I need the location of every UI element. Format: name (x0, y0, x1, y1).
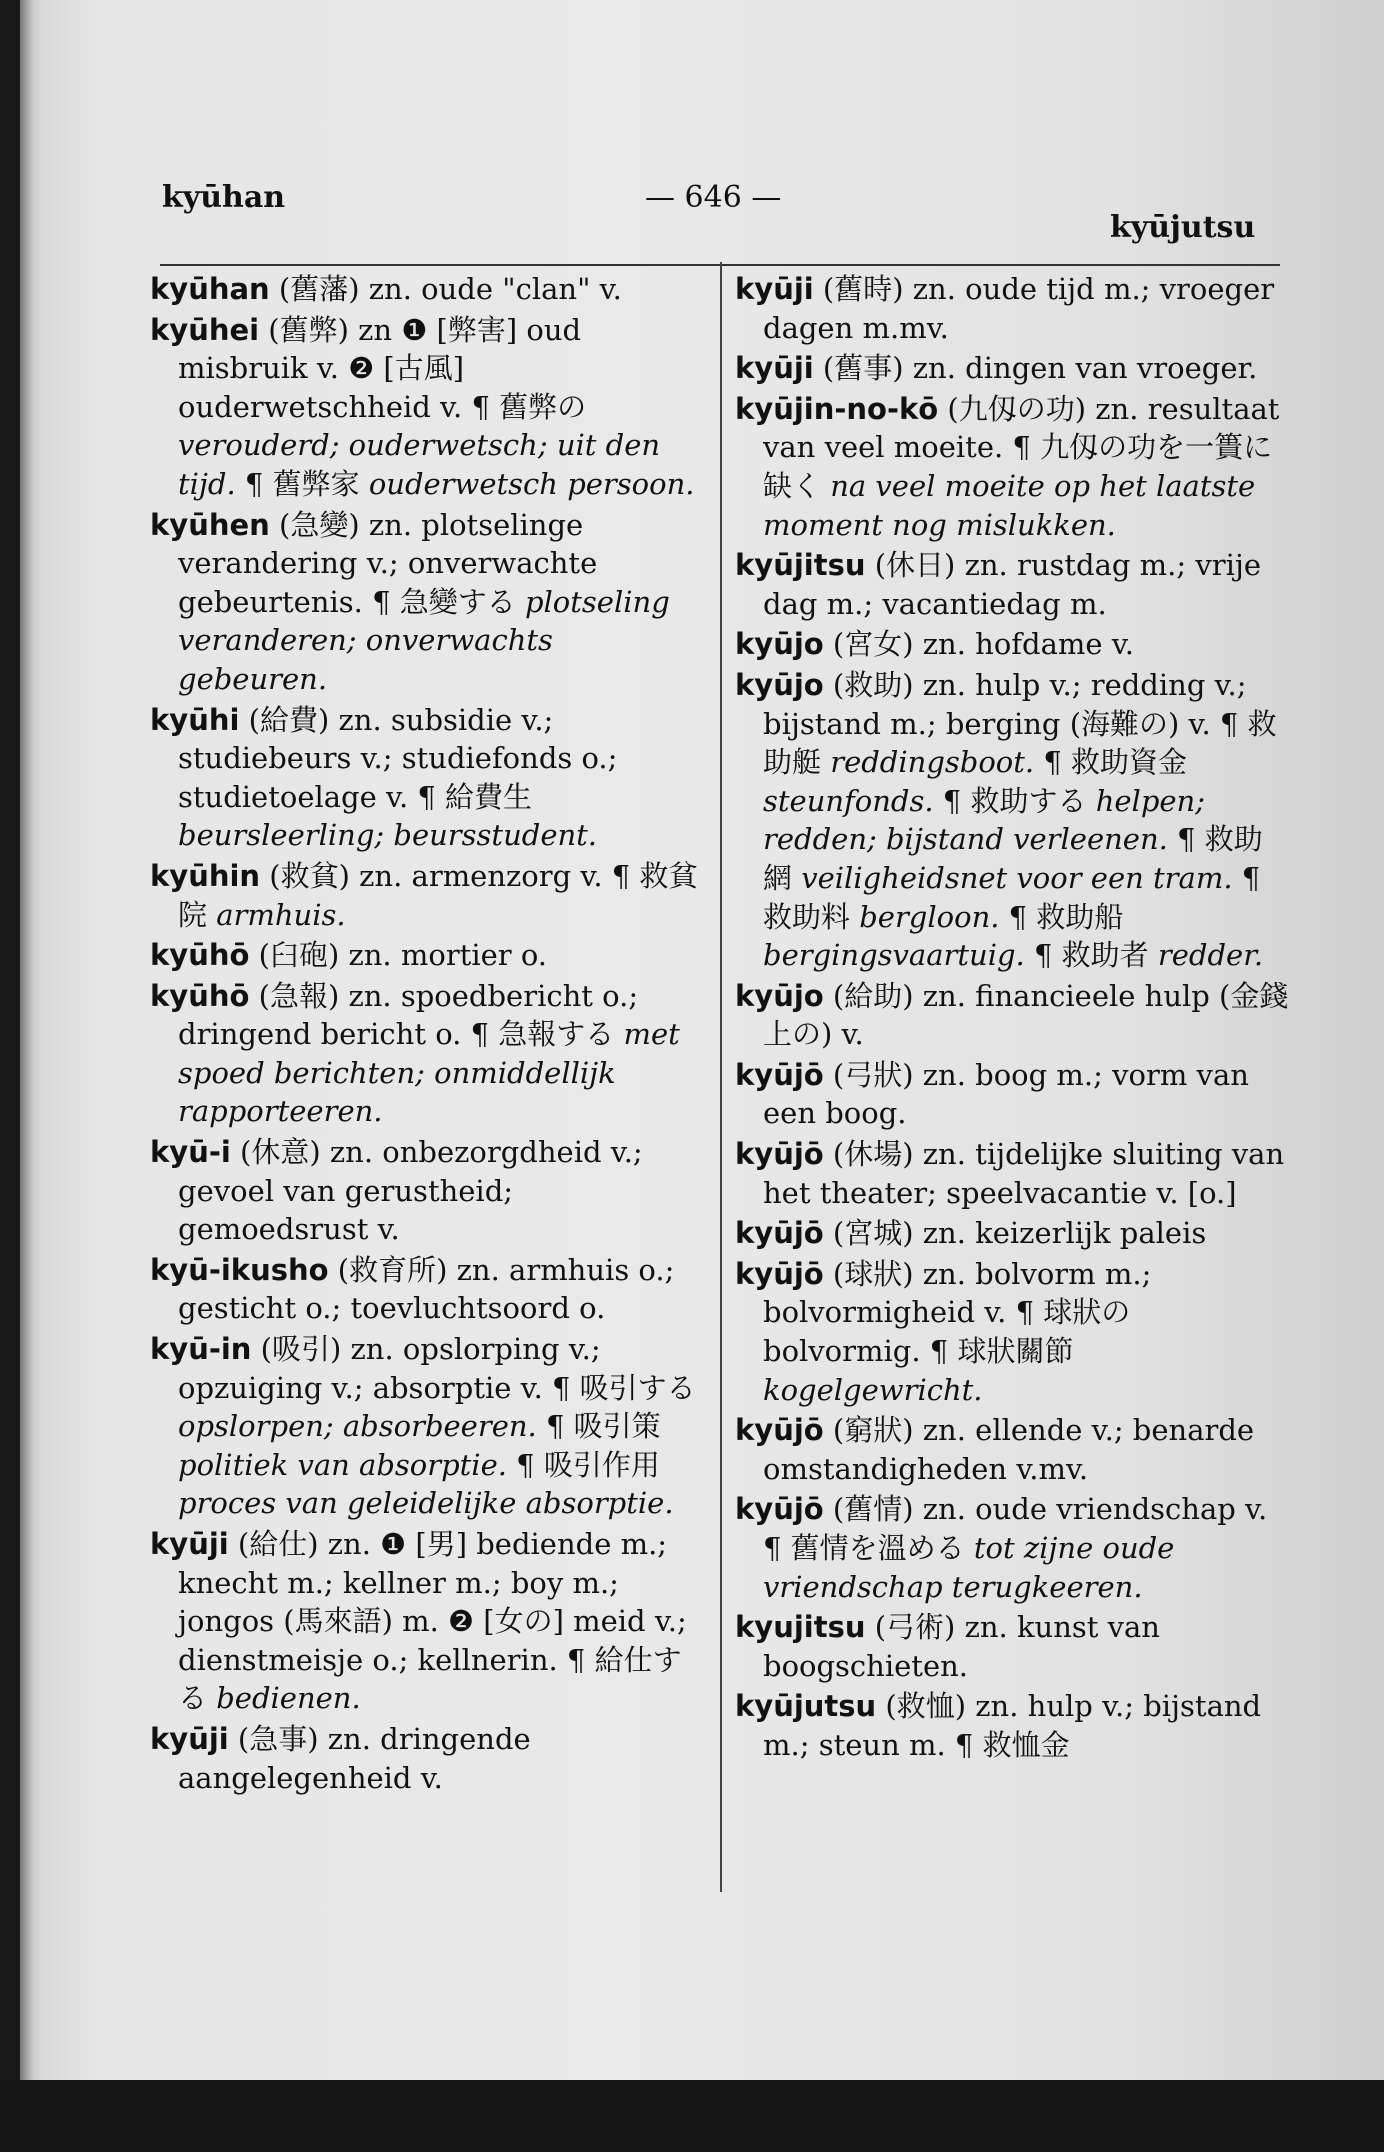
definition: (舊時) zn. oude tijd m.; vroeger dagen m.mv. (763, 272, 1275, 345)
definition: (救育所) zn. armhuis o.; gesticht o.; toevluchtsoord o. (178, 1252, 675, 1326)
example-translation: tot zijne oude vriendschap terugkeeren. (763, 1531, 1175, 1604)
headword: kyūjin-no-kō (735, 391, 939, 426)
headword: kyūji (150, 1527, 229, 1561)
definition: (舊事) zn. dingen van vroeger. (813, 351, 1258, 386)
headword: kyūjo (735, 667, 824, 702)
definition: ¶ 舊弊家 (235, 466, 369, 501)
definition: (休日) zn. rustdag m.; vrije dag m.; vacantiedag m. (763, 548, 1262, 621)
dictionary-entry (735, 546, 1290, 623)
dictionary-entry (150, 1330, 705, 1523)
dictionary-entry (735, 1411, 1290, 1488)
example-translation: plotseling veranderen; onverwachts gebeuren. (178, 584, 670, 696)
dictionary-entry (735, 349, 1290, 388)
definition: ¶ 救助者 (1024, 938, 1158, 973)
left-column (150, 270, 705, 1799)
headword: kyū-i (150, 1135, 231, 1170)
example-translation: opslorpen; absorbeeren. (178, 1409, 537, 1444)
headword: kyūjo (735, 978, 824, 1013)
dictionary-entry (150, 1525, 705, 1718)
dictionary-entry (735, 1490, 1290, 1606)
headword: kyūhei (150, 312, 260, 347)
example-translation: bergloon. (859, 899, 1000, 934)
headword: kyū-ikusho (150, 1252, 329, 1287)
dictionary-entry (735, 1056, 1290, 1133)
definition: (宮女) zn. hofdame v. (823, 627, 1134, 662)
definition: ¶ 救助資金 (1034, 745, 1188, 780)
example-translation: helpen; redden; bijstand verleenen. (763, 783, 1205, 857)
definition: (救助) zn. hulp v.; redding v.; bijstand m.; berging (海難の) v. ¶ 救助艇 (763, 667, 1277, 780)
dictionary-entry (735, 1255, 1290, 1409)
headword: kyūhi (150, 702, 240, 737)
dictionary-entry (150, 1720, 705, 1797)
headword: kyujitsu (735, 1610, 866, 1645)
definition: (舊弊) zn ❶ [弊害] oud misbruik v. ❷ [古風] ouderwetschheid v. ¶ 舊弊の (178, 312, 587, 424)
definition: ¶ 救助網 (763, 822, 1263, 895)
definition: (窮狀) zn. ellende v.; benarde omstandigheden v.mv. (763, 1413, 1255, 1486)
dictionary-entry (150, 701, 705, 855)
example-translation: reddingsboot. (830, 745, 1035, 780)
dictionary-entry (735, 977, 1290, 1054)
definition: (給費) zn. subsidie v.; studiebeurs v.; studiefonds o.; studietoelage v. ¶ 給費生 (178, 702, 618, 814)
dictionary-entry (735, 1608, 1290, 1685)
definition: (臼砲) zn. mortier o. (249, 938, 548, 973)
book-spine-shadow (20, 0, 34, 2080)
dictionary-entry (735, 390, 1290, 544)
headword: kyūjō (735, 1413, 824, 1448)
headword: kyūjutsu (735, 1689, 877, 1724)
running-head-right: kyūjutsu (1110, 210, 1256, 245)
definition: (給助) zn. financieele hulp (金錢上の) v. (763, 978, 1289, 1052)
dictionary-entry (150, 857, 705, 934)
headword: kyūji (735, 351, 814, 386)
example-translation: steunfonds. (763, 783, 934, 818)
headword: kyūjō (735, 1492, 824, 1527)
headword: kyū-in (150, 1332, 252, 1367)
example-translation: bedienen. (216, 1681, 361, 1716)
dictionary-entry (735, 1214, 1290, 1253)
definition: (給仕) zn. ❶ [男] bediende m.; knecht m.; kellner m.; boy m.; jongos (馬來語) m. ❷ [女の] meid v.; dienstmeisje o.; kellnerin. ¶ 給仕する (178, 1527, 687, 1716)
example-translation: na veel moeite op het laatste moment nog mislukken. (763, 468, 1256, 542)
example-translation: kogelgewricht. (763, 1372, 983, 1407)
definition: ¶ 救助する (933, 783, 1096, 818)
definition: (救恤) zn. hulp v.; bijstand m.; steun m. ¶ 救恤金 (763, 1689, 1262, 1762)
headword: kyūji (150, 1721, 229, 1756)
background-edge (0, 2080, 1384, 2152)
definition: (急變) zn. plotselinge verandering v.; onverwachte gebeurtenis. ¶ 急變する (178, 507, 598, 619)
headword: kyūhan (150, 272, 270, 306)
dictionary-entry (150, 311, 705, 504)
running-head-left: kyūhan (162, 180, 286, 215)
headword: kyūjō (735, 1137, 824, 1172)
definition: (休意) zn. onbezorgdheid v.; gevoel van gerustheid; gemoedsrust v. (178, 1135, 643, 1247)
headword: kyūhin (150, 858, 261, 893)
definition: (九仭の功) zn. resultaat van veel moeite. ¶ 九仭の功を一簣に缺く (763, 391, 1280, 503)
example-translation: bergingsvaartuig. (763, 938, 1025, 973)
headword: kyūjō (735, 1256, 824, 1291)
dictionary-entry (735, 1135, 1290, 1212)
dictionary-entry (150, 1133, 705, 1249)
headword: kyūhen (150, 507, 270, 542)
dictionary-entry (735, 270, 1290, 347)
column-divider (720, 262, 722, 1892)
example-translation: redder. (1157, 938, 1264, 973)
dictionary-entry (150, 506, 705, 699)
headword: kyūhō (150, 978, 250, 1013)
example-translation: proces van geleidelijke absorptie. (178, 1486, 674, 1521)
headword: kyūjitsu (735, 548, 866, 583)
dictionary-entry (735, 625, 1290, 664)
definition: (吸引) zn. opslorping v.; opzuiging v.; absorptie v. ¶ 吸引する (178, 1332, 696, 1405)
dictionary-entry (150, 936, 705, 975)
definition: (球狀) zn. bolvorm m.; bolvormigheid v. ¶ 球狀の bolvormig. ¶ 球狀關節 (763, 1256, 1152, 1369)
example-translation: met spoed berichten; onmiddellijk rapporteeren. (178, 1017, 680, 1129)
headword: kyūji (735, 272, 814, 306)
example-translation: ouderwetsch persoon. (368, 466, 695, 501)
example-translation: politiek van absorptie. (178, 1447, 507, 1482)
headword: kyūjo (735, 627, 824, 662)
definition: (弓術) zn. kunst van boogschieten. (763, 1610, 1160, 1683)
definition: (休場) zn. tijdelijke sluiting van het theater; speelvacantie v. [o.] (763, 1137, 1285, 1210)
definition: (救貧) zn. armenzorg v. ¶ 救貧院 (178, 858, 698, 932)
page-number: — 646 — (645, 180, 782, 215)
definition: (宮城) zn. keizerlijk paleis (823, 1216, 1207, 1251)
headword: kyūjō (735, 1057, 824, 1092)
example-translation: armhuis. (216, 897, 346, 932)
definition: (急事) zn. dringende aangelegenheid v. (178, 1721, 531, 1795)
definition: ¶ 吸引作用 (506, 1447, 660, 1482)
definition: (舊藩) zn. oude "clan" v. (269, 272, 622, 306)
definition: (弓狀) zn. boog m.; vorm van een boog. (763, 1057, 1249, 1131)
dictionary-entry (735, 1687, 1290, 1764)
right-column (735, 270, 1290, 1767)
dictionary-entry (150, 977, 705, 1131)
example-translation: veiligheidsnet voor een tram. (801, 860, 1233, 895)
headword: kyūjō (735, 1216, 824, 1251)
definition: (舊情) zn. oude vriendschap v. ¶ 舊情を溫める (763, 1492, 1268, 1565)
definition: ¶ 救助船 (999, 899, 1124, 934)
dictionary-entry (150, 270, 705, 309)
definition: ¶ 吸引策 (536, 1409, 661, 1444)
dictionary-entry (735, 666, 1290, 975)
definition: ¶ 救助料 (763, 860, 1261, 934)
dictionary-entry (150, 1251, 705, 1328)
headword: kyūhō (150, 938, 250, 973)
definition: (急報) zn. spoedbericht o.; dringend bericht o. ¶ 急報する (178, 978, 639, 1052)
example-translation: verouderd; ouderwetsch; uit den tijd. (178, 428, 661, 501)
example-translation: beursleerling; beursstudent. (178, 818, 598, 853)
